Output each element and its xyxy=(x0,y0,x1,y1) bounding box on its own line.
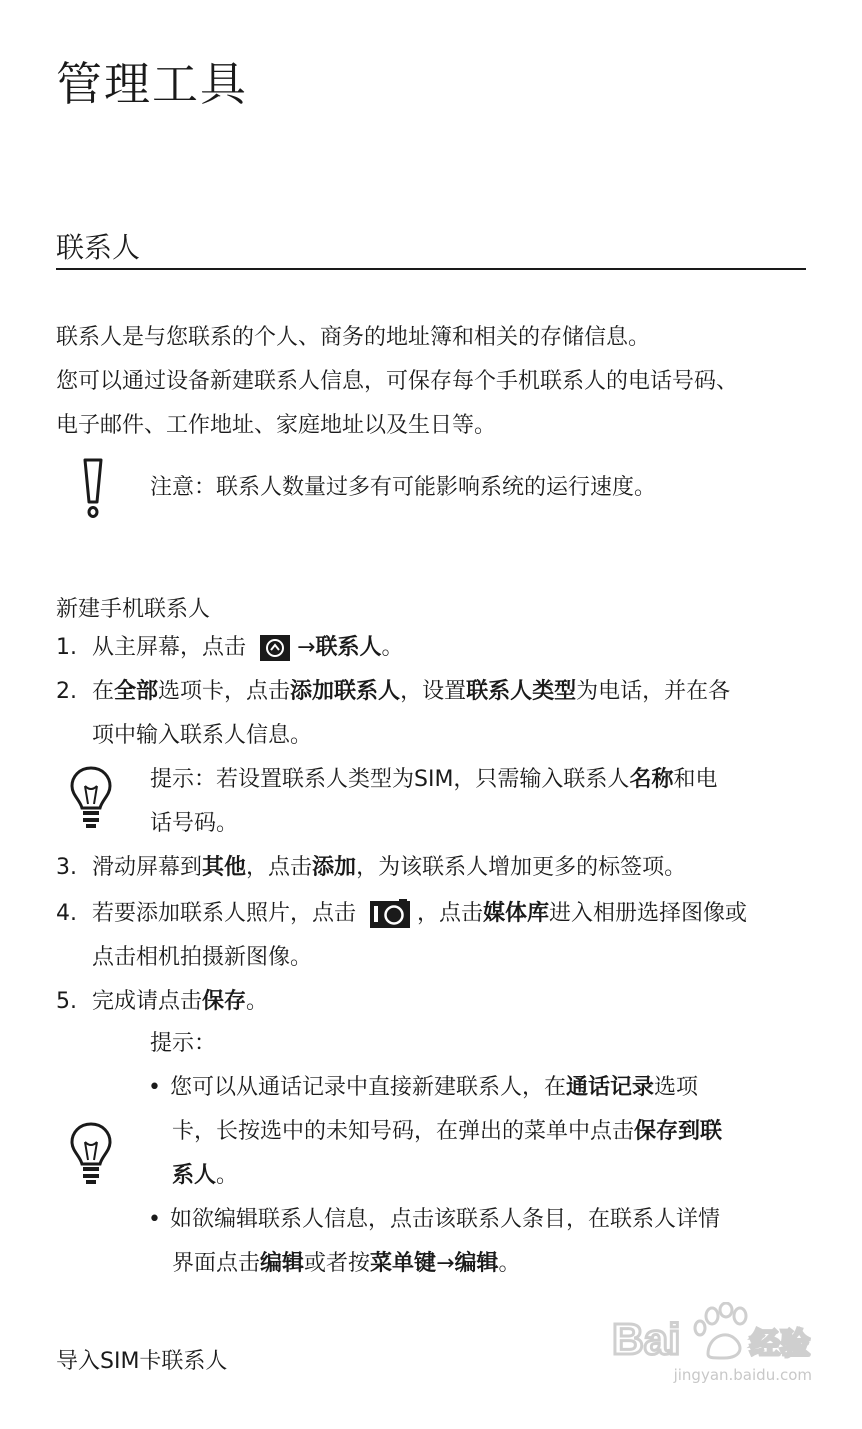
svg-text:Bai: Bai xyxy=(612,1315,681,1364)
step-continuation: 点击相机拍摄新图像。 xyxy=(92,945,313,970)
step-bold: 添加联系人 xyxy=(290,679,401,704)
bullet-text: 或者按 xyxy=(304,1251,371,1276)
intro-line-2: 您可以通过设备新建联系人信息，可保存每个手机联系人的电话号码、 xyxy=(56,369,739,394)
bullet-bold: 通话记录 xyxy=(566,1075,655,1100)
bullet-bold: 编辑 xyxy=(260,1251,305,1276)
intro-line-1: 联系人是与您联系的个人、商务的地址簿和相关的存储信息。 xyxy=(56,325,651,350)
step-4 xyxy=(56,892,816,980)
step-text: ，为该联系人增加更多的标签项。 xyxy=(356,855,687,880)
step-text: 进入相册选择图像或 xyxy=(549,901,748,926)
bullet-bold: 保存到联 xyxy=(634,1119,723,1144)
intro-line-3: 电子邮件、工作地址、家庭地址以及生日等。 xyxy=(56,413,497,438)
step-bold: 媒体库 xyxy=(483,901,550,926)
new-contact-heading: 新建手机联系人 xyxy=(56,597,211,622)
lightbulb-icon xyxy=(68,764,114,830)
bullet-continuation xyxy=(148,1242,788,1286)
step-text: 完成请点击 xyxy=(92,989,203,1014)
step-number: 4. xyxy=(56,901,77,926)
step-text: ，设置 xyxy=(400,679,467,704)
tip-continuation: 话号码。 xyxy=(150,811,239,836)
bullet-text: → xyxy=(436,1251,455,1276)
note-label: 注意： xyxy=(150,475,217,500)
import-sim-heading: 导入SIM卡联系人 xyxy=(56,1349,228,1374)
bullet-text: 界面点击 xyxy=(172,1251,261,1276)
tip-2-bullet-2 xyxy=(148,1198,788,1286)
bullet-continuation xyxy=(148,1154,788,1198)
step-5 xyxy=(56,980,816,1024)
step-arrow: → xyxy=(297,635,316,660)
step-text: 。 xyxy=(246,989,269,1014)
step-bold: 联系人类型 xyxy=(466,679,577,704)
bullet-bold: 系人 xyxy=(172,1163,217,1188)
bullet-text: 选项 xyxy=(654,1075,699,1100)
tip-1 xyxy=(150,758,790,846)
step-bold: 其他 xyxy=(202,855,247,880)
bullet-text: 。 xyxy=(498,1251,521,1276)
bullet-continuation xyxy=(148,1110,788,1154)
step-2 xyxy=(56,670,816,758)
exclamation-icon xyxy=(80,456,106,520)
step-bold: 添加 xyxy=(312,855,357,880)
baidu-logo-icon xyxy=(612,1302,812,1366)
step-bold: 全部 xyxy=(114,679,159,704)
tip-text: 提示：若设置联系人类型为SIM，只需输入联系人 xyxy=(150,767,630,792)
camera-icon xyxy=(369,899,411,929)
bullet-text: 卡，长按选中的未知号码，在弹出的菜单中点击 xyxy=(172,1119,635,1144)
bullet-text: 。 xyxy=(216,1163,239,1188)
bullet-bold: 菜单键 xyxy=(370,1251,437,1276)
bullet-marker: • xyxy=(148,1075,161,1100)
step-bold: 保存 xyxy=(202,989,247,1014)
step-text: 若要添加联系人照片，点击 xyxy=(92,901,357,926)
lightbulb-icon xyxy=(68,1120,114,1186)
step-text: 滑动屏幕到 xyxy=(92,855,203,880)
tip-2-label: 提示： xyxy=(150,1031,217,1056)
baidu-watermark xyxy=(612,1302,812,1402)
step-3 xyxy=(56,846,816,890)
tip-text: 和电 xyxy=(673,767,718,792)
step-text: 选项卡，点击 xyxy=(158,679,291,704)
step-text: ，点击 xyxy=(246,855,313,880)
step-text: ，点击 xyxy=(417,901,484,926)
step-number: 5. xyxy=(56,989,77,1014)
tip-bold: 名称 xyxy=(629,767,674,792)
step-continuation: 项中输入联系人信息。 xyxy=(92,723,313,748)
step-text-end: 。 xyxy=(381,635,404,660)
step-1 xyxy=(56,626,816,670)
section-title: 联系人 xyxy=(56,231,141,264)
app-drawer-icon xyxy=(259,635,291,661)
bullet-text: 如欲编辑联系人信息，点击该联系人条目，在联系人详情 xyxy=(170,1207,721,1232)
page-title: 管理工具 xyxy=(56,57,248,111)
note-body: 联系人数量过多有可能影响系统的运行速度。 xyxy=(216,475,657,500)
bullet-bold: 编辑 xyxy=(454,1251,499,1276)
step-text: 为电话，并在各 xyxy=(576,679,731,704)
note-text xyxy=(150,466,656,510)
step-bold: 联系人 xyxy=(315,635,382,660)
bullet-text: 您可以从通话记录中直接新建联系人，在 xyxy=(170,1075,567,1100)
svg-text:经验: 经验 xyxy=(750,1328,810,1361)
step-text: 从主屏幕，点击 xyxy=(92,635,247,660)
tip-2-bullet-1 xyxy=(148,1066,788,1198)
step-number: 2. xyxy=(56,679,77,704)
step-text: 在 xyxy=(92,679,115,704)
watermark-text: jingyan.baidu.com xyxy=(673,1366,812,1384)
step-number: 3. xyxy=(56,855,77,880)
step-number: 1. xyxy=(56,635,77,660)
section-divider xyxy=(56,268,806,270)
bullet-marker: • xyxy=(148,1207,161,1232)
